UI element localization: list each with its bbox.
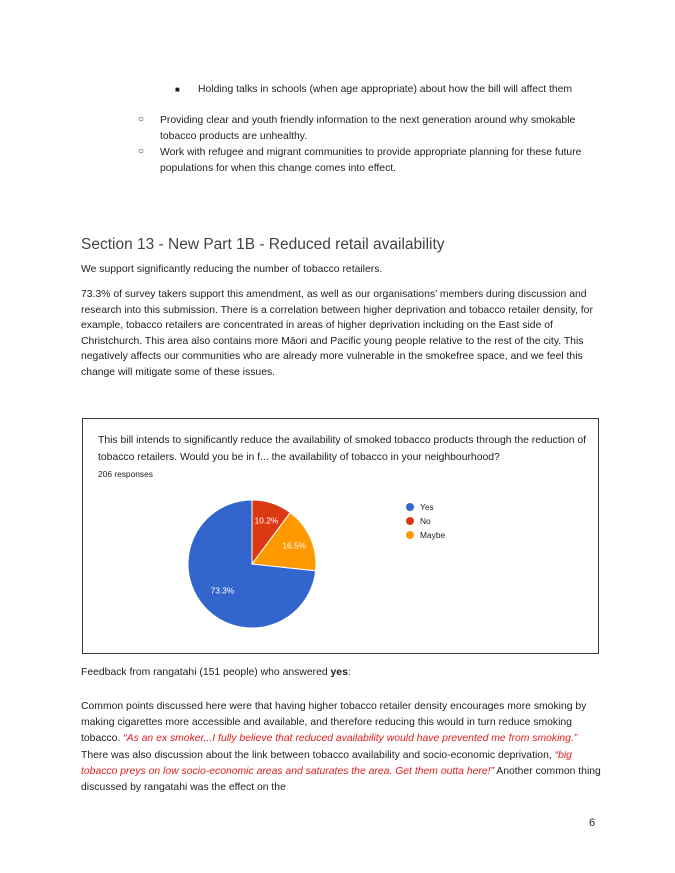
quote: “big tobacco preys on low socio-economic areas and saturates the area. Get them outta here!”: [81, 749, 572, 777]
feedback-paragraph: [81, 699, 601, 796]
circle-bullet-icon: ○: [138, 114, 145, 125]
body-text: There was also discussion about the link between tobacco availability and socio-economic deprivation,: [81, 749, 555, 761]
feedback-prefix: Feedback from rangatahi (151 people) who answered: [81, 667, 331, 678]
body-text: Common points discussed here were that having higher tobacco retailer density encourages more smoking by making cigarettes more accessible and available, and therefore reducing this would in turn reduce smoking tobacco.: [81, 701, 587, 745]
square-bullet-icon: ■: [175, 85, 180, 94]
legend-label: Yes: [420, 502, 434, 512]
chart-response-count: 206 responses: [98, 469, 153, 479]
legend-swatch: [406, 517, 414, 525]
slice-label-yes: 73.3%: [210, 585, 235, 596]
legend-swatch: [406, 531, 414, 539]
section-intro: We support significantly reducing the number of tobacco retailers.: [81, 264, 383, 275]
legend-item-yes: [406, 500, 445, 514]
bullet-text: Providing clear and youth friendly information to the next generation around why smokable tobacco products are unhealthy.: [160, 115, 576, 142]
feedback-line: [81, 665, 351, 681]
circle-bullet-icon: ○: [138, 146, 145, 157]
legend-label: Maybe: [420, 530, 446, 540]
legend-item-maybe: [406, 528, 445, 542]
pie-chart: [83, 419, 598, 653]
legend-swatch: [406, 503, 414, 511]
section-heading: Section 13 - New Part 1B - Reduced retail availability: [81, 236, 445, 253]
bullet-text: Work with refugee and migrant communities to provide appropriate planning for these future populations for when this change comes into effect.: [160, 147, 582, 174]
quote: “As an ex smoker...I fully believe that reduced availability would have prevented me from smoking.”: [123, 733, 578, 745]
legend-label: No: [420, 516, 431, 526]
page-number: 6: [589, 817, 596, 829]
chart-legend: [406, 500, 445, 542]
feedback-answer: yes: [330, 667, 348, 678]
pie-chart-card: [82, 418, 599, 654]
bullet-text: Holding talks in schools (when age appropriate) about how the bill will affect them: [198, 84, 573, 95]
section-paragraph: 73.3% of survey takers support this amendment, as well as our organisations’ members during discussion and research into this submission. There is a correlation between higher deprivation and tobacco retailer density, for example, tobacco retailers are concentrated in areas of higher deprivation including on the East side of Christchurch. This area also contains more Māori and Pacific young people relative to the rest of the city. This negatively affects our communities who are already more vulnerable in the smokefree space, and we feel this change will mitigate some of these issues.: [81, 289, 593, 378]
slice-label-maybe: 16.5%: [282, 540, 307, 551]
chart-title: This bill intends to significantly reduce the availability of smoked tobacco products through the reduction of tobacco retailers. Would you be in f... the availability of tobacco in your neighbourhood?: [98, 435, 587, 463]
feedback-suffix: :: [347, 667, 351, 678]
legend-item-no: [406, 514, 445, 528]
slice-label-no: 10.2%: [254, 515, 279, 526]
body-text: Another common thing discussed by rangatahi was the effect on the: [81, 765, 601, 794]
